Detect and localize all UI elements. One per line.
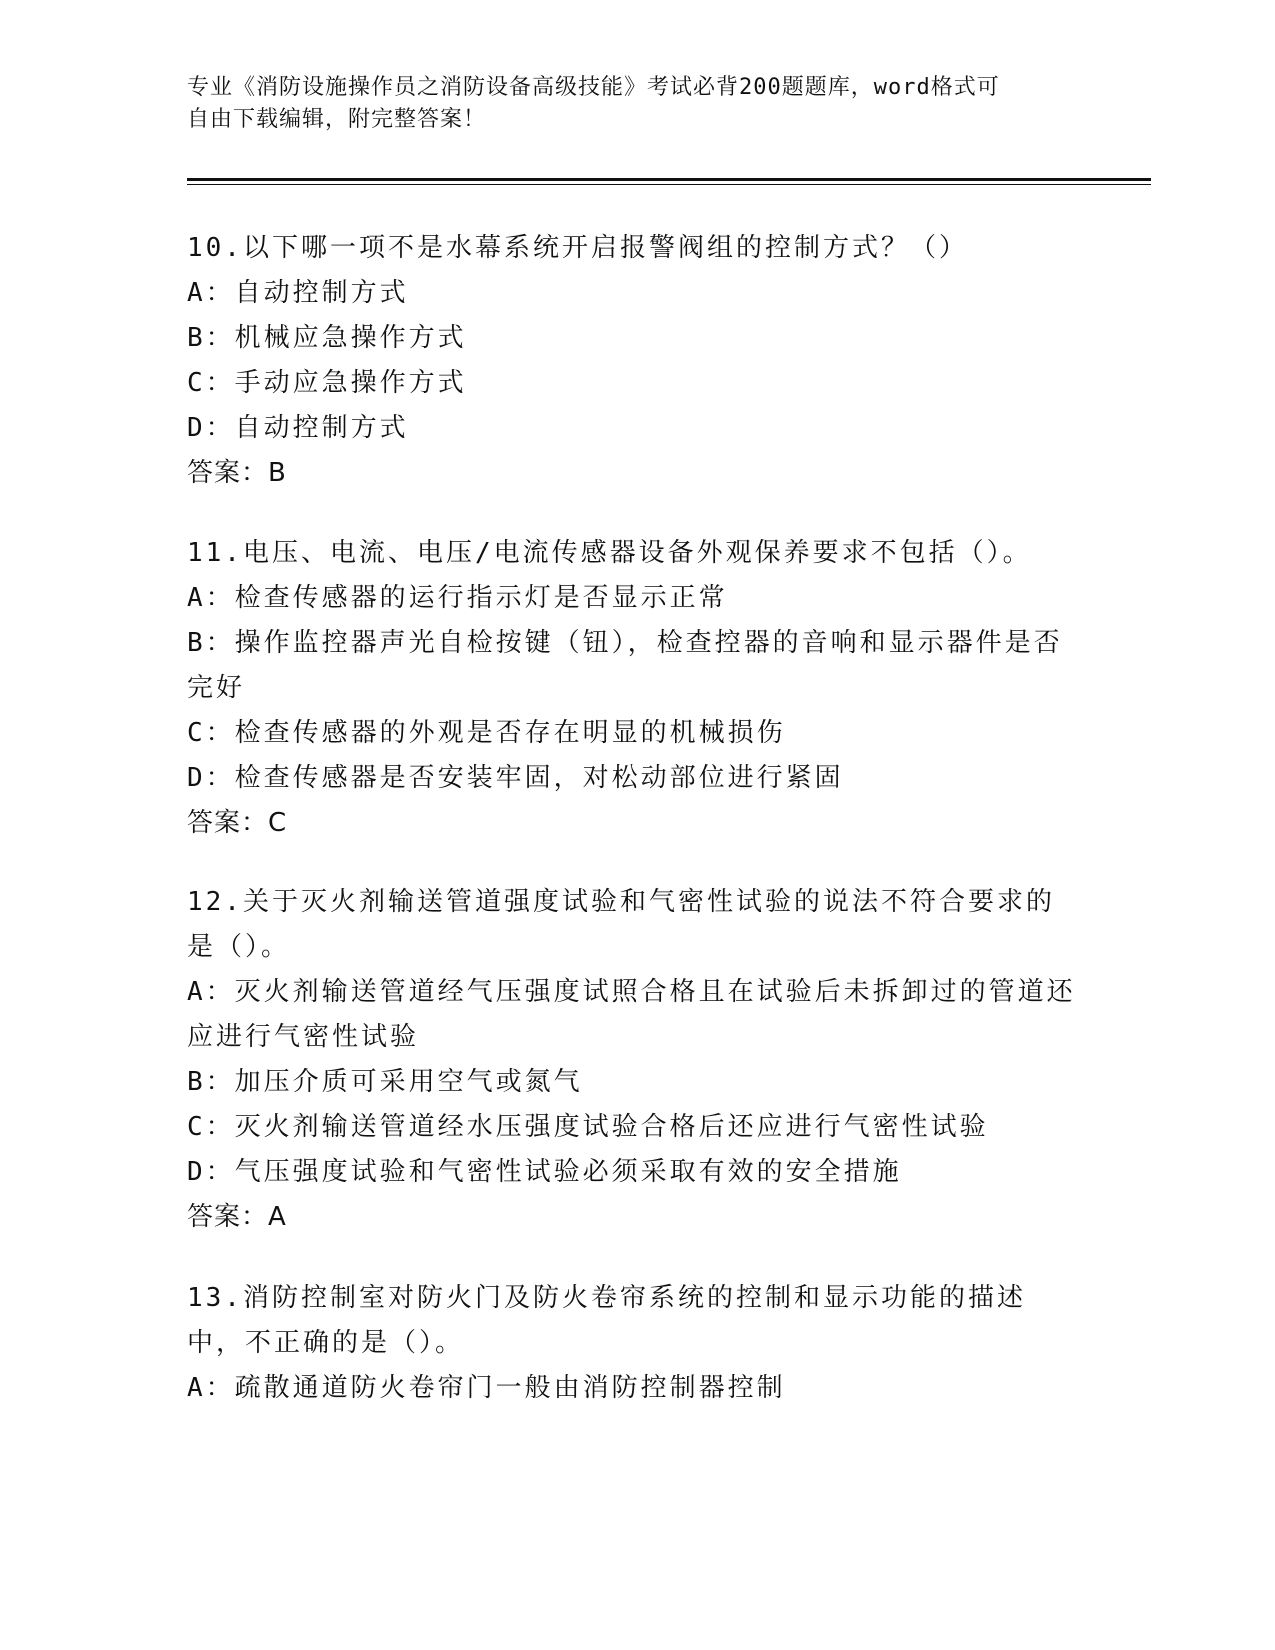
header-line-2: 自由下载编辑，附完整答案！ — [187, 107, 487, 132]
question-10 — [187, 226, 1077, 496]
question-12 — [187, 880, 1077, 1240]
option-a: A：自动控制方式 — [187, 278, 409, 308]
answer: 答案：B — [187, 458, 287, 488]
option-b: B：机械应急操作方式 — [187, 323, 467, 353]
option-c: C：手动应急操作方式 — [187, 368, 467, 398]
document-header — [187, 72, 1067, 136]
header-divider-thick — [187, 178, 1151, 181]
question-stem: 11.电压、电流、电压/电流传感器设备外观保养要求不包括（）。 — [187, 538, 1032, 568]
question-13 — [187, 1276, 1077, 1411]
option-a: A：检查传感器的运行指示灯是否显示正常 — [187, 583, 728, 613]
option-c: C：检查传感器的外观是否存在明显的机械损伤 — [187, 718, 786, 748]
option-d: D：气压强度试验和气密性试验必须采取有效的安全措施 — [187, 1157, 902, 1187]
answer: 答案：A — [187, 1202, 287, 1232]
option-d: D：检查传感器是否安装牢固，对松动部位进行紧固 — [187, 763, 844, 793]
option-b: B：加压介质可采用空气或氮气 — [187, 1067, 583, 1097]
header-line-1: 专业《消防设施操作员之消防设备高级技能》考试必背200题题库，word格式可 — [187, 75, 1000, 100]
option-c: C：灭火剂输送管道经水压强度试验合格后还应进行气密性试验 — [187, 1112, 989, 1142]
question-stem: 13.消防控制室对防火门及防火卷帘系统的控制和显示功能的描述中，不正确的是（）。 — [187, 1283, 1026, 1358]
header-divider-thin — [187, 184, 1151, 185]
answer: 答案：C — [187, 808, 288, 838]
option-d: D：自动控制方式 — [187, 413, 409, 443]
option-a: A：灭火剂输送管道经气压强度试照合格且在试验后未拆卸过的管道还应进行气密性试验 — [187, 977, 1076, 1052]
question-11 — [187, 531, 1077, 846]
option-b: B：操作监控器声光自检按键（钮），检查控器的音响和显示器件是否完好 — [187, 628, 1063, 703]
question-stem: 12.关于灭火剂输送管道强度试验和气密性试验的说法不符合要求的是（）。 — [187, 887, 1055, 962]
option-a: A：疏散通道防火卷帘门一般由消防控制器控制 — [187, 1373, 786, 1403]
question-stem: 10.以下哪一项不是水幕系统开启报警阀组的控制方式？（） — [187, 233, 968, 263]
